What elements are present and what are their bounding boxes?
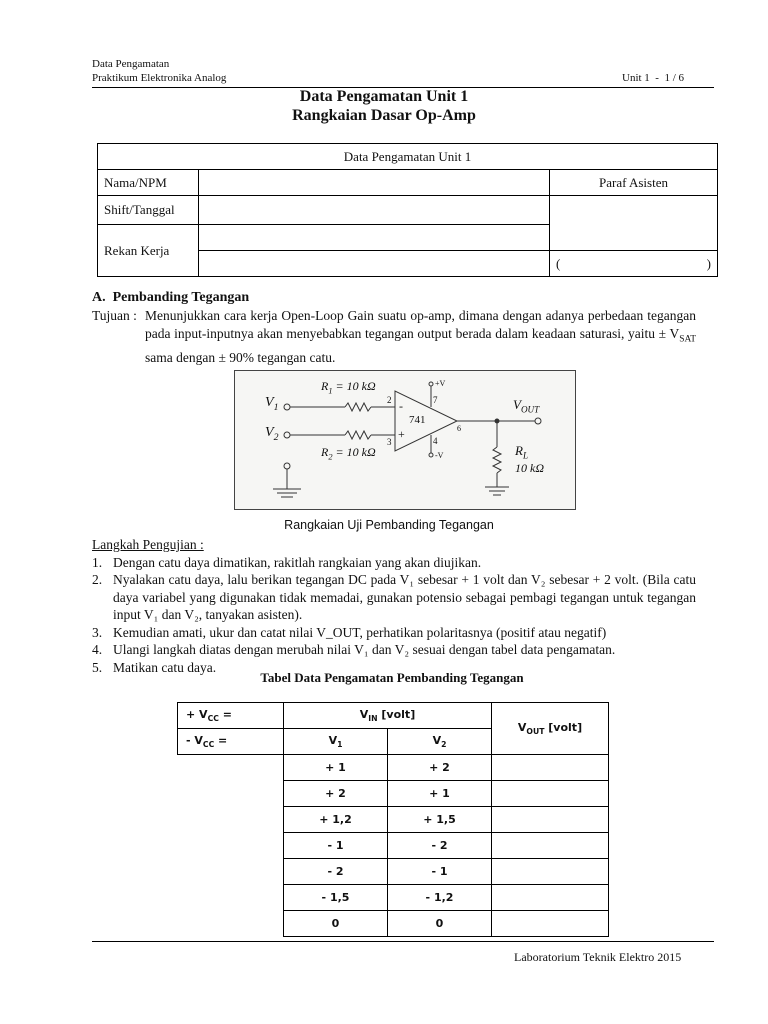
step-number: 1. <box>92 554 103 570</box>
ground-terminal <box>284 463 290 469</box>
step-text: Matikan catu daya. <box>113 659 217 675</box>
pin-plus: + <box>398 427 405 441</box>
step-text: Ulangi langkah diatas dengan merubah nilai V₁ dan V₂ sesuai dengan tabel data pengamatan. <box>113 642 616 657</box>
pin-4: 4 <box>433 436 438 446</box>
paren-open: ( <box>556 255 561 271</box>
tujuan-text-part2: sama dengan ± 90% tegangan catu. <box>145 349 336 365</box>
vin-header: $V_{IN}$ [volt] <box>284 703 492 729</box>
v1-value: + 1 <box>284 755 388 781</box>
label-rekan-kerja: Rekan Kerja <box>98 225 199 277</box>
pin-2: 2 <box>387 395 392 405</box>
label-v2: $V_2$ <box>265 425 279 443</box>
field-paraf-signature[interactable] <box>550 196 718 251</box>
step-number: 4. <box>92 642 103 657</box>
label-vout: $V_{OUT}$ <box>513 397 540 415</box>
vout-value-cell[interactable] <box>492 911 609 937</box>
v1-header: $V_1$ <box>284 729 388 755</box>
tujuan-label: Tujuan : <box>92 308 137 323</box>
opamp-label: 741 <box>409 414 426 426</box>
label-vplus: +V <box>435 379 446 388</box>
vout-value-cell[interactable] <box>492 833 609 859</box>
label-nama-npm: Nama/NPM <box>98 170 199 196</box>
step-item <box>92 571 696 624</box>
steps-list <box>92 536 696 676</box>
data-table <box>177 702 609 937</box>
field-rekan-kerja-1[interactable] <box>199 225 550 251</box>
header-page-number: Unit 1 - 1 / 6 <box>622 72 685 84</box>
vout-value-cell[interactable] <box>492 781 609 807</box>
vout-value-cell[interactable] <box>492 755 609 781</box>
label-paraf-asisten: Paraf Asisten <box>550 170 718 196</box>
v1-value: - 1 <box>284 833 388 859</box>
vcc-plus-cell[interactable]: + $V_{CC}$ = <box>178 703 284 729</box>
pin-3: 3 <box>387 437 392 447</box>
step-text: Nyalakan catu daya, lalu berikan tegangan DC pada V₁ sebesar + 1 volt dan V₂ sebesar + 2 volt. (Bila catu daya variabel yang digunakan tidak memadai, gunakan potensio sebagai pembagi tegangan untuk tegangan input V₁ dan V₂, tanyakan asisten). <box>113 572 696 622</box>
v1-value: + 2 <box>284 781 388 807</box>
v2-value: - 2 <box>388 833 492 859</box>
page-title: Data Pengamatan Unit 1 <box>299 88 469 105</box>
v2-value: + 2 <box>388 755 492 781</box>
v2-header: $V_2$ <box>388 729 492 755</box>
step-number: 3. <box>92 624 103 640</box>
r2-resistor <box>345 431 371 439</box>
vout-header: $V_{OUT}$ [volt] <box>492 703 609 755</box>
footer-rule <box>92 941 714 942</box>
tujuan-text <box>145 307 696 367</box>
tujuan-text-part1: Menunjukkan cara kerja Open-Loop Gain suatu op-amp, dimana dengan adanya perbedaan tegangan pada input-inputnya akan menyebabkan tegangan output berada dalam keadaan saturasi, yaitu ± V <box>145 308 696 341</box>
step-text: Dengan catu daya dimatikan, rakitlah rangkaian yang akan diujikan. <box>113 554 482 570</box>
footer-text: Laboratorium Teknik Elektro 2015 <box>514 950 682 964</box>
tujuan-sub: SAT <box>679 334 696 345</box>
vout-value-cell[interactable] <box>492 859 609 885</box>
v2-value: - 1,2 <box>388 885 492 911</box>
section-a-heading: A. Pembanding Tegangan <box>92 290 250 305</box>
vplus-terminal <box>429 382 433 386</box>
steps-heading: Langkah Pengujian : <box>92 537 204 552</box>
table-row <box>178 911 609 937</box>
table-row <box>178 755 609 781</box>
v1-value: + 1,2 <box>284 807 388 833</box>
field-rekan-kerja-2[interactable] <box>199 251 550 277</box>
step-item <box>92 641 696 659</box>
step-number: 5. <box>92 659 103 675</box>
v2-value: + 1 <box>388 781 492 807</box>
pin-6: 6 <box>457 424 461 433</box>
v2-value: + 1,5 <box>388 807 492 833</box>
header-course: Praktikum Elektronika Analog <box>92 72 227 84</box>
label-rl: $R_L$ <box>515 443 529 461</box>
data-table-title: Tabel Data Pengamatan Pembanding Tegangan <box>260 670 524 685</box>
step-item <box>92 554 696 572</box>
table-row <box>178 859 609 885</box>
field-paraf-name[interactable] <box>550 251 718 277</box>
circuit-diagram <box>234 370 576 510</box>
label-r2: $R_2 = 10$ kΩ <box>321 445 376 462</box>
circuit-caption: Rangkaian Uji Pembanding Tegangan <box>284 518 494 532</box>
page-subtitle: Rangkaian Dasar Op-Amp <box>292 107 476 124</box>
table-row <box>178 807 609 833</box>
opamp-triangle <box>395 391 457 451</box>
label-rl-value: 10 kΩ <box>515 461 545 475</box>
identity-heading: Data Pengamatan Unit 1 <box>98 144 718 170</box>
step-text: Kemudian amati, ukur dan catat nilai V_OUT, perhatikan polaritasnya (positif atau negatif) <box>113 624 607 640</box>
table-row <box>178 781 609 807</box>
table-row <box>178 885 609 911</box>
pin-minus: - <box>399 399 403 413</box>
vout-value-cell[interactable] <box>492 885 609 911</box>
identity-table <box>97 143 718 277</box>
label-v1: $V_1$ <box>265 395 279 413</box>
v1-value: - 2 <box>284 859 388 885</box>
vminus-terminal <box>429 453 433 457</box>
v1-value: 0 <box>284 911 388 937</box>
step-item <box>92 624 696 642</box>
header-doc-title: Data Pengamatan <box>92 58 170 70</box>
vout-terminal <box>535 418 541 424</box>
r1-resistor <box>345 403 371 411</box>
step-number: 2. <box>92 572 103 587</box>
field-nama-npm[interactable] <box>199 170 550 196</box>
field-shift-tanggal[interactable] <box>199 196 550 225</box>
vout-value-cell[interactable] <box>492 807 609 833</box>
rl-resistor <box>493 447 501 473</box>
v2-value: - 1 <box>388 859 492 885</box>
label-vminus: -V <box>435 451 444 460</box>
v2-value: 0 <box>388 911 492 937</box>
v2-terminal <box>284 432 290 438</box>
label-shift-tanggal: Shift/Tanggal <box>98 196 199 225</box>
v1-terminal <box>284 404 290 410</box>
circuit-svg <box>235 371 575 509</box>
label-r1: $R_1 = 10$ kΩ <box>321 379 376 396</box>
v1-value: - 1,5 <box>284 885 388 911</box>
pin-7: 7 <box>433 395 438 405</box>
table-row <box>178 833 609 859</box>
vcc-minus-cell[interactable]: - $V_{CC}$ = <box>178 729 284 755</box>
paren-close: ) <box>706 255 711 271</box>
